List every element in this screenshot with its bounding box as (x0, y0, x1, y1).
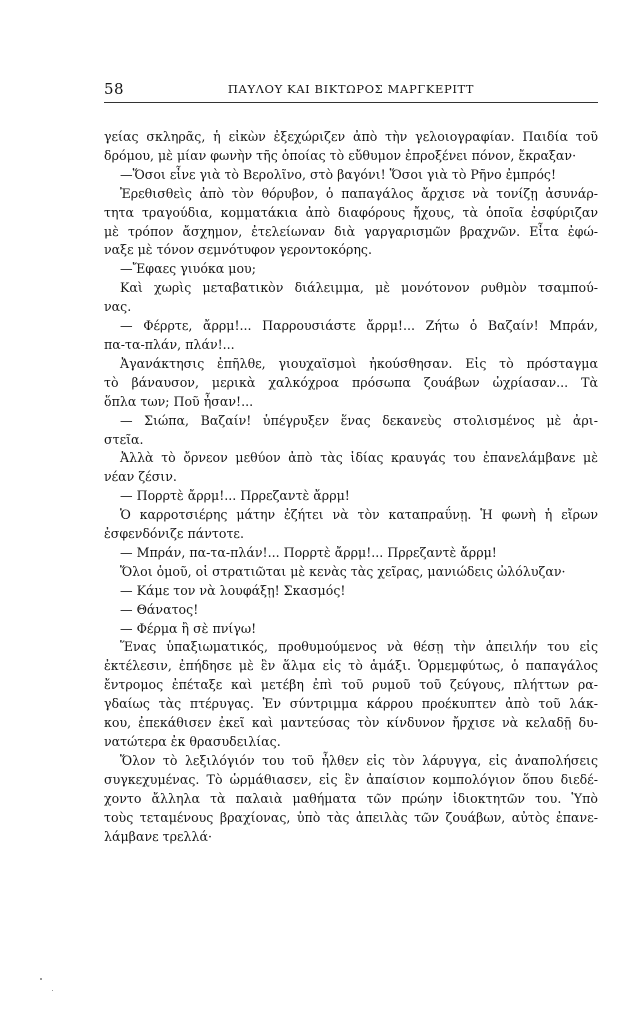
body-text (104, 128, 598, 846)
running-title: ΠΑΥΛΟΥ ΚΑΙ ΒΙΚΤΩΡΟΣ ΜΑΡΓΚΕΡΙΤΤ (227, 82, 475, 96)
text-line: νας. (104, 299, 132, 315)
paragraph-start: Ἀλλὰ τὸ ὄρνεον μεθύον ἀπὸ τὰς ἰδίας κραυγάς του ἐπανελάμβανε μὲ (120, 450, 598, 466)
text-line: πα-τα-πλάν, πλάν!... (104, 336, 235, 352)
text-line: ἐκτέλεσιν, ἐπήδησε μὲ ἓν ἅλμα εἰς τὸ ἁμάξι. Ὁρμεμφύτως, ὁ παπαγάλος (104, 658, 598, 674)
paragraph-start: Ὁ καρροτσιέρης μάτην ἐζήτει νὰ τὸν καταπραΰνῃ. Ἡ φωνὴ ἡ εἴρων (120, 507, 598, 523)
paragraph-start: Ὅλον τὸ λεξιλόγιόν του τοῦ ἦλθεν εἰς τὸν λάρυγγα, εἰς ἀναπολήσεις (120, 752, 598, 768)
text-line: δρόμου, μὲ μίαν φωνὴν τῆς ὁποίας τὸ εὔθυμον ἐπροξένει πόνον, ἔκραξαν· (104, 147, 577, 163)
text-line: ἔντρομος ἐπέταξε καὶ μετέβη ἐπὶ τοῦ ρυμοῦ τοῦ ζεύγους, πλήττων ρα- (104, 677, 598, 693)
text-line: ὅπλα των; Ποῦ ἦσαν!... (104, 393, 254, 409)
scan-speck (40, 978, 42, 980)
text-line: νέαν ζέσιν. (104, 469, 177, 485)
text-line: συγκεχυμένας. Τὸ ὡρμάθιασεν, εἰς ἓν ἀπαίσιον κομπολόγιον ὅπου διεδέ- (104, 771, 598, 787)
paragraph-start: Ἀγανάκτησις ἐπῆλθε, γιουχαϊσμοὶ ἠκούσθησαν. Εἰς τὸ πρόσταγμα (120, 355, 598, 371)
text-line: τοὺς τεταμένους βραχίονας, ὑπὸ τὰς ἀπειλὰς τῶν ζουάβων, αὐτὸς ἐπανε- (104, 809, 598, 825)
paragraph-start: Ἕνας ὑπαξιωματικός, προθυμούμενος νὰ θέσῃ τὴν ἀπειλήν του εἰς (120, 639, 598, 655)
text-line: γδαίως τὰς πτέρυγας. Ἐν σύντριμμα κάρρου προέκυπτεν ἀπὸ τοῦ λάκ- (104, 696, 598, 712)
text-line: μὲ τρόπον ἄσχημον, ἐτελείωναν διὰ γαργαρισμῶν βραχνῶν. Εἶτα ἐφώ- (104, 223, 598, 239)
text-line: κου, ἐπεκάθισεν ἐκεῖ καὶ μαντεύσας τὸν κίνδυνον ἤρχισε νὰ κελαδῇ δυ- (104, 715, 598, 731)
dialogue-line: — Σιώπα, Βαζαίν! ὑπέγρυξεν ἕνας δεκανεὺς στολισμένος μὲ ἀρι- (120, 412, 598, 428)
text-line: ἐσφενδόνιζε πάντοτε. (104, 526, 244, 542)
dialogue-line: — Φέρρτε, ἄρρμ!... Παρρουσιάστε ἄρρμ!... Ζήτω ὁ Βαζαίν! Μπράν, (120, 318, 598, 334)
text-line: τὸ βάναυσον, μερικὰ χαλκόχροα πρόσωπα ζουάβων ὠχρίασαν... Τὰ (104, 374, 598, 390)
dialogue-line: — Μπράν, πα-τα-πλάν!... Πορρτὲ ἄρρμ!... Πρρεζαντὲ ἄρρμ! (120, 544, 497, 560)
text-line: λάμβανε τρελλά· (104, 828, 213, 844)
dialogue-line: —Ἔφαες γιυόκα μου; (120, 261, 256, 277)
dialogue-line: — Θάνατος! (120, 601, 199, 617)
page-header (104, 80, 598, 103)
page-number: 58 (104, 80, 125, 98)
text-line: νατώτερα ἐκ θρασυδειλίας. (104, 734, 281, 749)
paragraph-start: Καὶ χωρὶς μεταβατικὸν διάλειμμα, μὲ μονότονον ρυθμὸν τσαμπού- (120, 280, 598, 296)
dialogue-line: —Ὅσοι εἶνε γιὰ τὸ Βερολῖνο, στὸ βαγόνι! Ὅσοι γιὰ τὸ Ρῆνο ἐμπρός! (120, 166, 557, 182)
text-line: χοντο ἄλληλα τὰ παλαιὰ μαθήματα τῶν πρώην ἰδιοκτητῶν του. Ὑπὸ (104, 790, 598, 806)
text-line: τητα τραγούδια, κομματάκια ἀπὸ διαφόρους ἤχους, τὰ ὁποῖα ἐσφύριζαν (104, 204, 598, 220)
text-line: στεῖα. (104, 431, 144, 447)
paragraph-start: Ὅλοι ὁμοῦ, οἱ στρατιῶται μὲ κενὰς τὰς χεῖρας, μανιώδεις ὠλόλυζαν· (120, 563, 566, 579)
dialogue-line: — Κάμε τον νὰ λουφάξῃ! Σκασμός! (120, 582, 346, 598)
scan-speck (52, 990, 53, 991)
dialogue-line: — Πορρτὲ ἄρρμ!... Πρρεζαντὲ ἄρρμ! (120, 488, 350, 504)
dialogue-line: — Φέρμα ἢ σὲ πνίγω! (120, 620, 257, 636)
paragraph-start: Ἐρεθισθεὶς ἀπὸ τὸν θόρυβον, ὁ παπαγάλος ἄρχισε νὰ τονίζῃ ἀσυνάρ- (120, 185, 598, 201)
text-line: ναξε μὲ τόνον σεμνότυφον γεροντοκόρης. (104, 242, 372, 258)
text-line: γείας σκληρᾶς, ἡ εἰκὼν ἐξεχώριζεν ἀπὸ τὴν γελοιογραφίαν. Παιδία τοῦ (104, 129, 598, 144)
